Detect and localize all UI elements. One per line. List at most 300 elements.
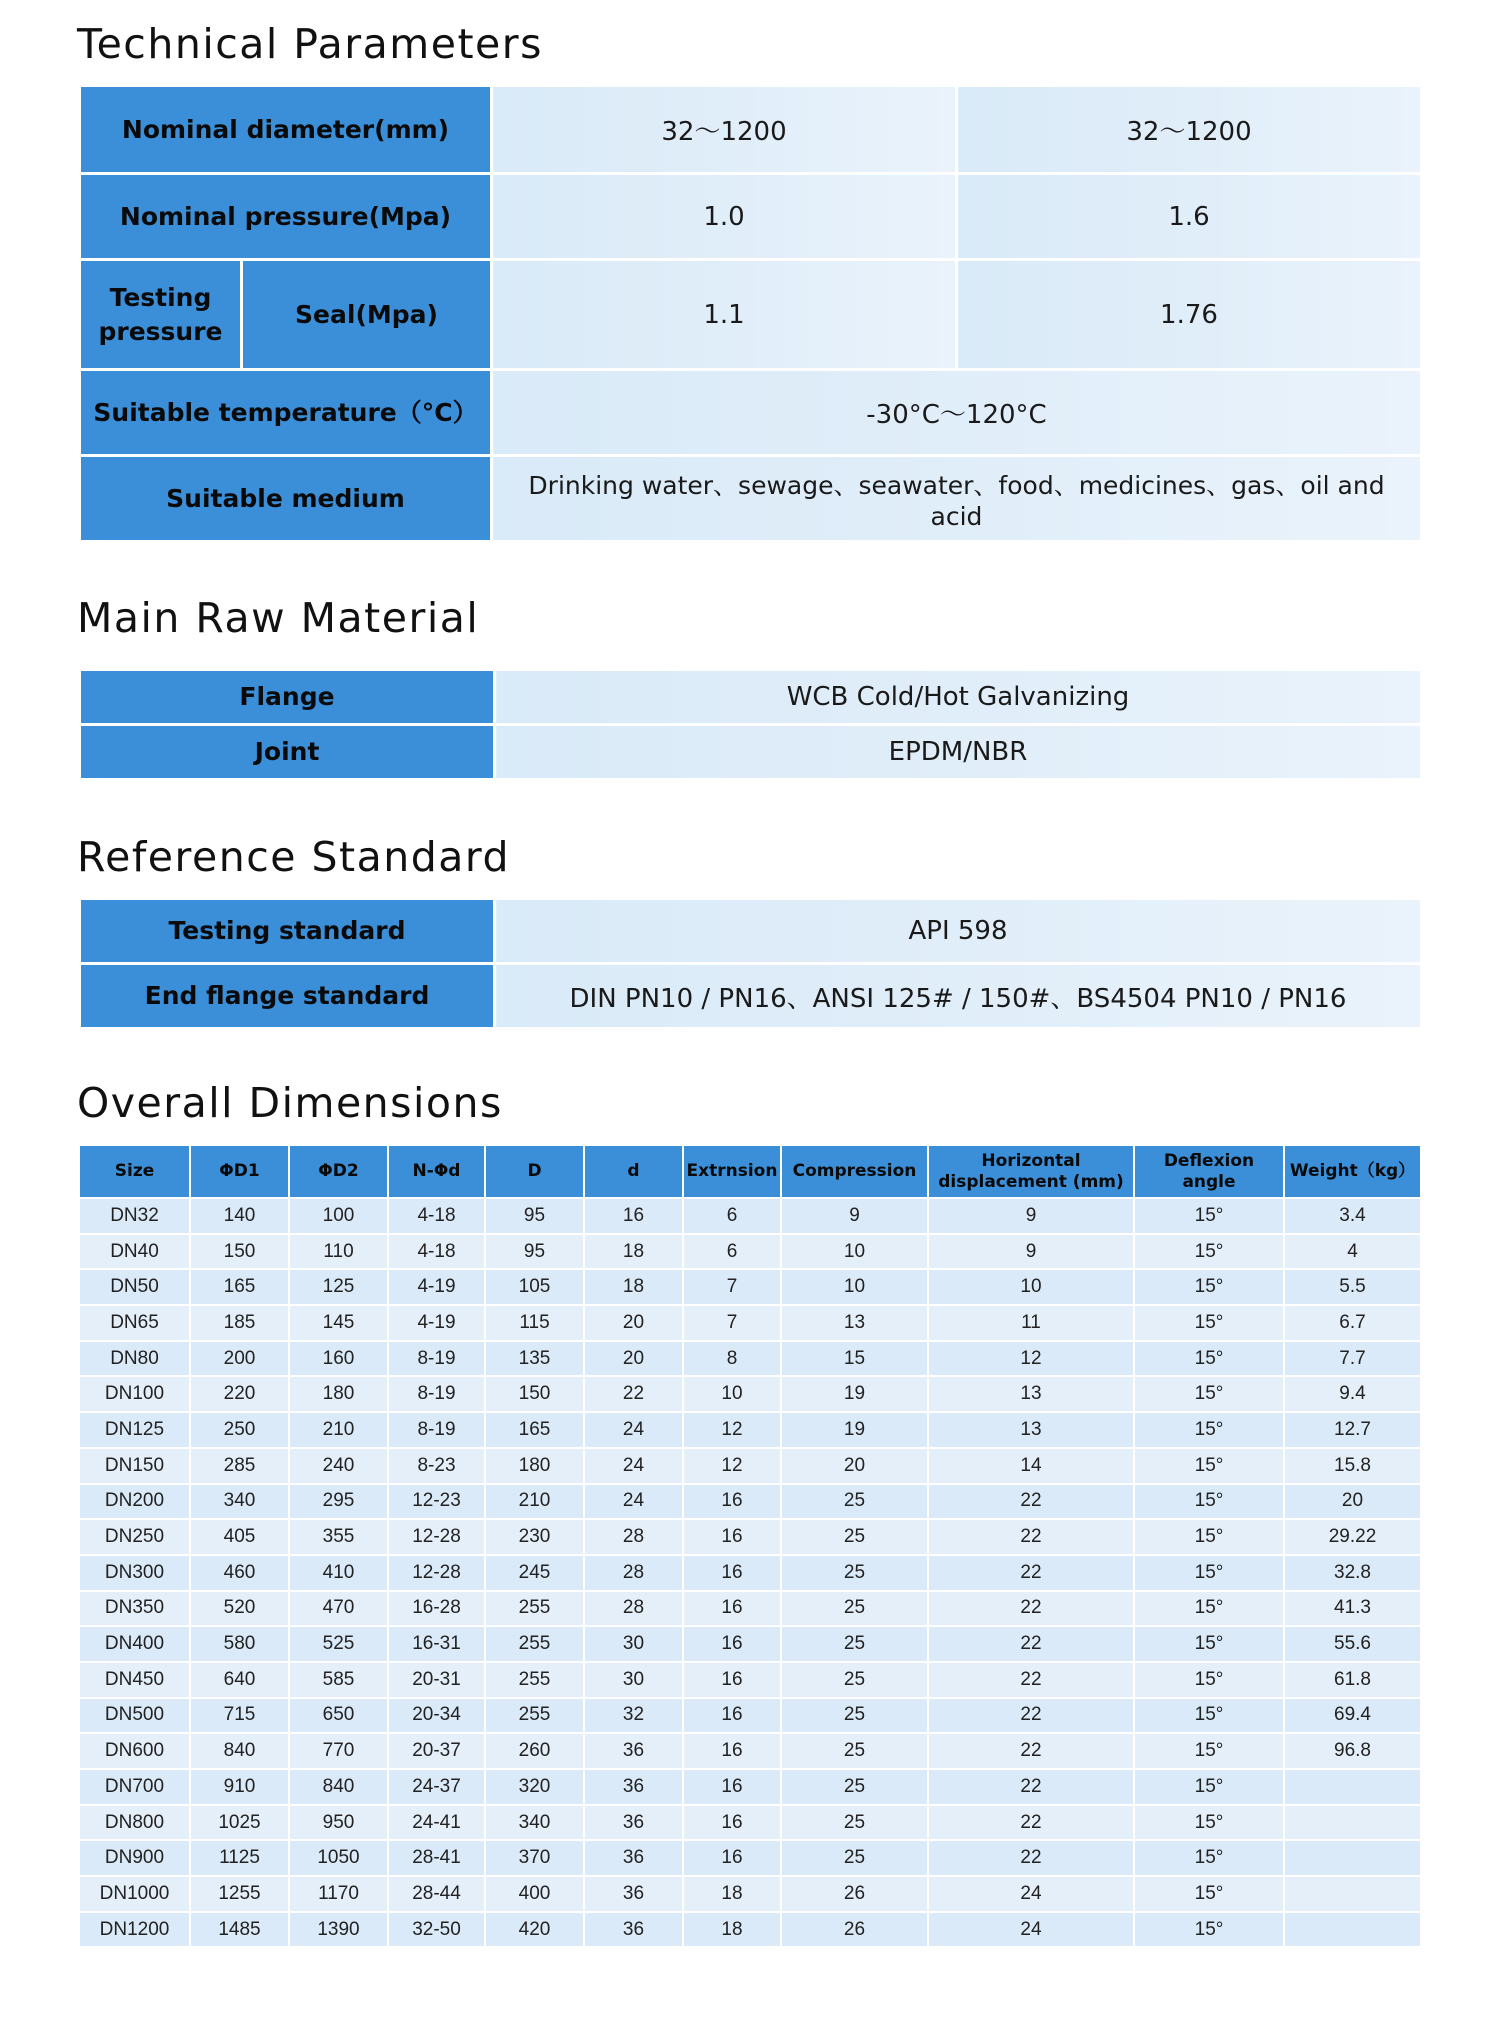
cell-compression: 9 [781, 1198, 928, 1234]
table-row [79, 1519, 1421, 1555]
cell-n-od: 8-19 [388, 1412, 485, 1448]
cell-n-od: 24-41 [388, 1805, 485, 1841]
cell-compression: 19 [781, 1412, 928, 1448]
cell-weight [1284, 1912, 1421, 1948]
cell-od1: 150 [190, 1234, 289, 1270]
cell-extension: 18 [683, 1876, 781, 1912]
cell-extension: 16 [683, 1733, 781, 1769]
cell-od1: 580 [190, 1626, 289, 1662]
cell-compression: 10 [781, 1234, 928, 1270]
cell-weight: 20 [1284, 1484, 1421, 1520]
cell-d: 30 [584, 1662, 683, 1698]
table-row [79, 1305, 1421, 1341]
cell-d: 22 [584, 1376, 683, 1412]
cell-D: 340 [485, 1805, 584, 1841]
testing-standard-label: Testing standard [80, 899, 495, 964]
cell-extension: 12 [683, 1412, 781, 1448]
table-row [79, 1555, 1421, 1591]
cell-d: 36 [584, 1769, 683, 1805]
nominal-pressure-label: Nominal pressure(Mpa) [80, 174, 492, 260]
column-header-d: d [584, 1145, 683, 1198]
cell-d: 28 [584, 1555, 683, 1591]
column-header-od1: ΦD1 [190, 1145, 289, 1198]
cell-extension: 16 [683, 1840, 781, 1876]
cell-n-od: 20-31 [388, 1662, 485, 1698]
cell-n-od: 4-19 [388, 1269, 485, 1305]
cell-compression: 25 [781, 1519, 928, 1555]
cell-d: 36 [584, 1733, 683, 1769]
cell-weight: 69.4 [1284, 1698, 1421, 1734]
cell-extension: 10 [683, 1376, 781, 1412]
cell-D: 165 [485, 1412, 584, 1448]
table-row [79, 1626, 1421, 1662]
cell-deflexion-angle: 15° [1134, 1448, 1284, 1484]
cell-deflexion-angle: 15° [1134, 1412, 1284, 1448]
cell-horizontal-displacement: 9 [928, 1234, 1134, 1270]
joint-label: Joint [80, 725, 495, 780]
cell-compression: 25 [781, 1626, 928, 1662]
cell-extension: 16 [683, 1662, 781, 1698]
cell-deflexion-angle: 15° [1134, 1876, 1284, 1912]
cell-d: 20 [584, 1305, 683, 1341]
cell-size: DN1000 [79, 1876, 190, 1912]
cell-d: 36 [584, 1805, 683, 1841]
cell-D: 150 [485, 1376, 584, 1412]
cell-D: 105 [485, 1269, 584, 1305]
cell-size: DN450 [79, 1662, 190, 1698]
cell-d: 20 [584, 1341, 683, 1377]
cell-deflexion-angle: 15° [1134, 1519, 1284, 1555]
table-row [79, 1662, 1421, 1698]
cell-compression: 25 [781, 1698, 928, 1734]
cell-deflexion-angle: 15° [1134, 1662, 1284, 1698]
cell-extension: 16 [683, 1519, 781, 1555]
cell-D: 245 [485, 1555, 584, 1591]
cell-n-od: 16-31 [388, 1626, 485, 1662]
cell-size: DN700 [79, 1769, 190, 1805]
cell-compression: 26 [781, 1876, 928, 1912]
cell-od2: 1170 [289, 1876, 388, 1912]
cell-n-od: 8-19 [388, 1376, 485, 1412]
table-row [79, 1876, 1421, 1912]
cell-n-od: 20-37 [388, 1733, 485, 1769]
cell-n-od: 4-18 [388, 1234, 485, 1270]
table-row [80, 260, 1422, 370]
cell-od1: 910 [190, 1769, 289, 1805]
cell-weight: 3.4 [1284, 1198, 1421, 1234]
cell-D: 115 [485, 1305, 584, 1341]
table-row [79, 1591, 1421, 1627]
suitable-temperature-value: -30°C～120°C [492, 370, 1422, 456]
nominal-diameter-value-1: 32～1200 [492, 86, 957, 174]
cell-compression: 25 [781, 1591, 928, 1627]
cell-od1: 460 [190, 1555, 289, 1591]
column-header-od2: ΦD2 [289, 1145, 388, 1198]
cell-n-od: 32-50 [388, 1912, 485, 1948]
cell-horizontal-displacement: 24 [928, 1876, 1134, 1912]
column-header-D: D [485, 1145, 584, 1198]
cell-horizontal-displacement: 22 [928, 1698, 1134, 1734]
cell-weight [1284, 1840, 1421, 1876]
cell-deflexion-angle: 15° [1134, 1840, 1284, 1876]
cell-extension: 7 [683, 1269, 781, 1305]
cell-n-od: 12-23 [388, 1484, 485, 1520]
end-flange-standard-label: End flange standard [80, 964, 495, 1029]
cell-n-od: 8-23 [388, 1448, 485, 1484]
cell-compression: 25 [781, 1484, 928, 1520]
cell-horizontal-displacement: 13 [928, 1376, 1134, 1412]
cell-deflexion-angle: 15° [1134, 1769, 1284, 1805]
table-row [80, 86, 1422, 174]
table-row [80, 456, 1422, 542]
cell-horizontal-displacement: 13 [928, 1412, 1134, 1448]
cell-weight: 29.22 [1284, 1519, 1421, 1555]
dimensions-body [79, 1198, 1421, 1947]
cell-extension: 18 [683, 1912, 781, 1948]
cell-weight: 5.5 [1284, 1269, 1421, 1305]
nominal-pressure-value-1: 1.0 [492, 174, 957, 260]
table-row [79, 1484, 1421, 1520]
cell-weight: 15.8 [1284, 1448, 1421, 1484]
cell-size: DN400 [79, 1626, 190, 1662]
cell-size: DN32 [79, 1198, 190, 1234]
table-row [80, 725, 1422, 780]
cell-horizontal-displacement: 22 [928, 1805, 1134, 1841]
cell-horizontal-displacement: 22 [928, 1555, 1134, 1591]
cell-compression: 25 [781, 1805, 928, 1841]
cell-weight: 96.8 [1284, 1733, 1421, 1769]
table-row [79, 1805, 1421, 1841]
cell-weight: 6.7 [1284, 1305, 1421, 1341]
reference-standard-title: Reference Standard [77, 833, 511, 881]
column-header-size: Size [79, 1145, 190, 1198]
cell-horizontal-displacement: 9 [928, 1198, 1134, 1234]
cell-D: 400 [485, 1876, 584, 1912]
cell-D: 420 [485, 1912, 584, 1948]
cell-n-od: 8-19 [388, 1341, 485, 1377]
reference-standard-table [78, 897, 1423, 1030]
nominal-pressure-value-2: 1.6 [957, 174, 1422, 260]
cell-compression: 15 [781, 1341, 928, 1377]
cell-od1: 140 [190, 1198, 289, 1234]
cell-extension: 16 [683, 1769, 781, 1805]
flange-value: WCB Cold/Hot Galvanizing [495, 670, 1422, 725]
cell-compression: 26 [781, 1912, 928, 1948]
cell-deflexion-angle: 15° [1134, 1341, 1284, 1377]
table-row [79, 1733, 1421, 1769]
cell-extension: 7 [683, 1305, 781, 1341]
cell-od1: 1125 [190, 1840, 289, 1876]
header-row [79, 1145, 1421, 1198]
cell-compression: 25 [781, 1555, 928, 1591]
cell-n-od: 4-18 [388, 1198, 485, 1234]
cell-deflexion-angle: 15° [1134, 1805, 1284, 1841]
cell-size: DN250 [79, 1519, 190, 1555]
cell-D: 370 [485, 1840, 584, 1876]
nominal-diameter-value-2: 32～1200 [957, 86, 1422, 174]
cell-D: 255 [485, 1662, 584, 1698]
cell-horizontal-displacement: 22 [928, 1840, 1134, 1876]
cell-deflexion-angle: 15° [1134, 1484, 1284, 1520]
cell-extension: 16 [683, 1591, 781, 1627]
cell-d: 18 [584, 1234, 683, 1270]
cell-horizontal-displacement: 22 [928, 1591, 1134, 1627]
cell-od1: 185 [190, 1305, 289, 1341]
cell-weight [1284, 1876, 1421, 1912]
technical-parameters-title: Technical Parameters [77, 20, 543, 68]
column-header-extension: Extrnsion [683, 1145, 781, 1198]
cell-d: 24 [584, 1448, 683, 1484]
cell-od1: 200 [190, 1341, 289, 1377]
cell-n-od: 20-34 [388, 1698, 485, 1734]
cell-n-od: 24-37 [388, 1769, 485, 1805]
table-row [79, 1234, 1421, 1270]
cell-od2: 470 [289, 1591, 388, 1627]
cell-deflexion-angle: 15° [1134, 1234, 1284, 1270]
cell-n-od: 12-28 [388, 1555, 485, 1591]
cell-deflexion-angle: 15° [1134, 1591, 1284, 1627]
table-row [80, 899, 1422, 964]
cell-horizontal-displacement: 22 [928, 1484, 1134, 1520]
suitable-medium-value: Drinking water、sewage、seawater、food、medicines、gas、oil and acid [492, 456, 1422, 542]
cell-od2: 840 [289, 1769, 388, 1805]
table-row [80, 174, 1422, 260]
suitable-temperature-label: Suitable temperature（°C） [80, 370, 492, 456]
cell-weight [1284, 1805, 1421, 1841]
cell-D: 260 [485, 1733, 584, 1769]
cell-od2: 125 [289, 1269, 388, 1305]
cell-od1: 840 [190, 1733, 289, 1769]
cell-d: 28 [584, 1591, 683, 1627]
table-row [80, 670, 1422, 725]
table-row [79, 1769, 1421, 1805]
cell-deflexion-angle: 15° [1134, 1626, 1284, 1662]
cell-compression: 13 [781, 1305, 928, 1341]
cell-size: DN125 [79, 1412, 190, 1448]
cell-horizontal-displacement: 10 [928, 1269, 1134, 1305]
cell-od1: 165 [190, 1269, 289, 1305]
cell-od2: 525 [289, 1626, 388, 1662]
overall-dimensions-table [78, 1144, 1422, 1948]
cell-od1: 340 [190, 1484, 289, 1520]
overall-dimensions-title: Overall Dimensions [77, 1079, 503, 1127]
cell-horizontal-displacement: 22 [928, 1662, 1134, 1698]
cell-extension: 6 [683, 1198, 781, 1234]
cell-n-od: 16-28 [388, 1591, 485, 1627]
seal-value-1: 1.1 [492, 260, 957, 370]
cell-weight [1284, 1769, 1421, 1805]
cell-D: 95 [485, 1198, 584, 1234]
cell-d: 36 [584, 1912, 683, 1948]
cell-od2: 355 [289, 1519, 388, 1555]
cell-deflexion-angle: 15° [1134, 1912, 1284, 1948]
cell-size: DN900 [79, 1840, 190, 1876]
cell-od2: 210 [289, 1412, 388, 1448]
cell-od1: 1025 [190, 1805, 289, 1841]
table-row [79, 1448, 1421, 1484]
cell-size: DN600 [79, 1733, 190, 1769]
cell-od2: 1050 [289, 1840, 388, 1876]
cell-deflexion-angle: 15° [1134, 1269, 1284, 1305]
cell-od1: 220 [190, 1376, 289, 1412]
cell-od1: 640 [190, 1662, 289, 1698]
cell-D: 135 [485, 1341, 584, 1377]
cell-n-od: 28-41 [388, 1840, 485, 1876]
table-row [80, 964, 1422, 1029]
cell-od2: 950 [289, 1805, 388, 1841]
cell-extension: 8 [683, 1341, 781, 1377]
cell-deflexion-angle: 15° [1134, 1555, 1284, 1591]
cell-compression: 10 [781, 1269, 928, 1305]
cell-horizontal-displacement: 12 [928, 1341, 1134, 1377]
table-row [79, 1912, 1421, 1948]
cell-extension: 16 [683, 1698, 781, 1734]
cell-D: 255 [485, 1591, 584, 1627]
suitable-medium-label: Suitable medium [80, 456, 492, 542]
cell-weight: 12.7 [1284, 1412, 1421, 1448]
column-header-weight: Weight（kg） [1284, 1145, 1421, 1198]
cell-horizontal-displacement: 11 [928, 1305, 1134, 1341]
cell-od2: 160 [289, 1341, 388, 1377]
cell-od2: 110 [289, 1234, 388, 1270]
cell-deflexion-angle: 15° [1134, 1733, 1284, 1769]
column-header-compression: Compression [781, 1145, 928, 1198]
cell-od1: 520 [190, 1591, 289, 1627]
cell-d: 24 [584, 1412, 683, 1448]
cell-weight: 41.3 [1284, 1591, 1421, 1627]
testing-standard-value: API 598 [495, 899, 1422, 964]
cell-size: DN350 [79, 1591, 190, 1627]
cell-od1: 1485 [190, 1912, 289, 1948]
cell-d: 24 [584, 1484, 683, 1520]
cell-od2: 770 [289, 1733, 388, 1769]
cell-D: 320 [485, 1769, 584, 1805]
cell-compression: 25 [781, 1733, 928, 1769]
cell-od2: 100 [289, 1198, 388, 1234]
cell-d: 16 [584, 1198, 683, 1234]
cell-weight: 61.8 [1284, 1662, 1421, 1698]
cell-od1: 285 [190, 1448, 289, 1484]
cell-n-od: 4-19 [388, 1305, 485, 1341]
cell-extension: 6 [683, 1234, 781, 1270]
cell-d: 18 [584, 1269, 683, 1305]
cell-horizontal-displacement: 22 [928, 1769, 1134, 1805]
cell-od1: 715 [190, 1698, 289, 1734]
cell-size: DN800 [79, 1805, 190, 1841]
cell-deflexion-angle: 15° [1134, 1376, 1284, 1412]
cell-D: 210 [485, 1484, 584, 1520]
cell-extension: 16 [683, 1805, 781, 1841]
column-header-horizontal-displacement: Horizontal displacement (mm) [928, 1145, 1134, 1198]
cell-extension: 12 [683, 1448, 781, 1484]
testing-pressure-label: Testing pressure [80, 260, 242, 370]
cell-D: 95 [485, 1234, 584, 1270]
cell-deflexion-angle: 15° [1134, 1198, 1284, 1234]
cell-d: 28 [584, 1519, 683, 1555]
cell-D: 180 [485, 1448, 584, 1484]
cell-od2: 650 [289, 1698, 388, 1734]
cell-d: 32 [584, 1698, 683, 1734]
cell-compression: 20 [781, 1448, 928, 1484]
cell-od1: 1255 [190, 1876, 289, 1912]
table-row [79, 1198, 1421, 1234]
technical-parameters-table [78, 84, 1423, 543]
cell-D: 230 [485, 1519, 584, 1555]
cell-size: DN100 [79, 1376, 190, 1412]
cell-extension: 16 [683, 1626, 781, 1662]
cell-compression: 19 [781, 1376, 928, 1412]
cell-d: 36 [584, 1876, 683, 1912]
column-header-deflexion-angle: Deflexion angle [1134, 1145, 1284, 1198]
cell-horizontal-displacement: 22 [928, 1626, 1134, 1662]
seal-value-2: 1.76 [957, 260, 1422, 370]
cell-d: 30 [584, 1626, 683, 1662]
cell-D: 255 [485, 1698, 584, 1734]
end-flange-standard-value: DIN PN10 / PN16、ANSI 125# / 150#、BS4504 PN10 / PN16 [495, 964, 1422, 1029]
nominal-diameter-label: Nominal diameter(mm) [80, 86, 492, 174]
cell-compression: 25 [781, 1769, 928, 1805]
cell-compression: 25 [781, 1662, 928, 1698]
cell-size: DN50 [79, 1269, 190, 1305]
cell-od1: 250 [190, 1412, 289, 1448]
joint-value: EPDM/NBR [495, 725, 1422, 780]
cell-deflexion-angle: 15° [1134, 1305, 1284, 1341]
cell-compression: 25 [781, 1840, 928, 1876]
cell-horizontal-displacement: 24 [928, 1912, 1134, 1948]
table-row [80, 370, 1422, 456]
cell-extension: 16 [683, 1484, 781, 1520]
cell-od2: 180 [289, 1376, 388, 1412]
cell-n-od: 12-28 [388, 1519, 485, 1555]
cell-extension: 16 [683, 1555, 781, 1591]
cell-size: DN200 [79, 1484, 190, 1520]
cell-D: 255 [485, 1626, 584, 1662]
column-header-n-od: N-Φd [388, 1145, 485, 1198]
cell-deflexion-angle: 15° [1134, 1698, 1284, 1734]
flange-label: Flange [80, 670, 495, 725]
table-row [79, 1412, 1421, 1448]
cell-weight: 32.8 [1284, 1555, 1421, 1591]
cell-n-od: 28-44 [388, 1876, 485, 1912]
cell-d: 36 [584, 1840, 683, 1876]
cell-weight: 7.7 [1284, 1341, 1421, 1377]
cell-weight: 4 [1284, 1234, 1421, 1270]
cell-weight: 9.4 [1284, 1376, 1421, 1412]
cell-od2: 1390 [289, 1912, 388, 1948]
table-row [79, 1840, 1421, 1876]
table-row [79, 1341, 1421, 1377]
main-raw-material-title: Main Raw Material [77, 594, 480, 642]
table-row [79, 1269, 1421, 1305]
cell-od2: 145 [289, 1305, 388, 1341]
cell-od1: 405 [190, 1519, 289, 1555]
cell-horizontal-displacement: 14 [928, 1448, 1134, 1484]
cell-horizontal-displacement: 22 [928, 1519, 1134, 1555]
cell-size: DN150 [79, 1448, 190, 1484]
cell-size: DN65 [79, 1305, 190, 1341]
cell-weight: 55.6 [1284, 1626, 1421, 1662]
cell-horizontal-displacement: 22 [928, 1733, 1134, 1769]
raw-material-table [78, 668, 1423, 781]
cell-size: DN1200 [79, 1912, 190, 1948]
cell-size: DN80 [79, 1341, 190, 1377]
cell-od2: 295 [289, 1484, 388, 1520]
cell-od2: 240 [289, 1448, 388, 1484]
table-row [79, 1376, 1421, 1412]
cell-od2: 410 [289, 1555, 388, 1591]
seal-label: Seal(Mpa) [242, 260, 492, 370]
cell-size: DN500 [79, 1698, 190, 1734]
